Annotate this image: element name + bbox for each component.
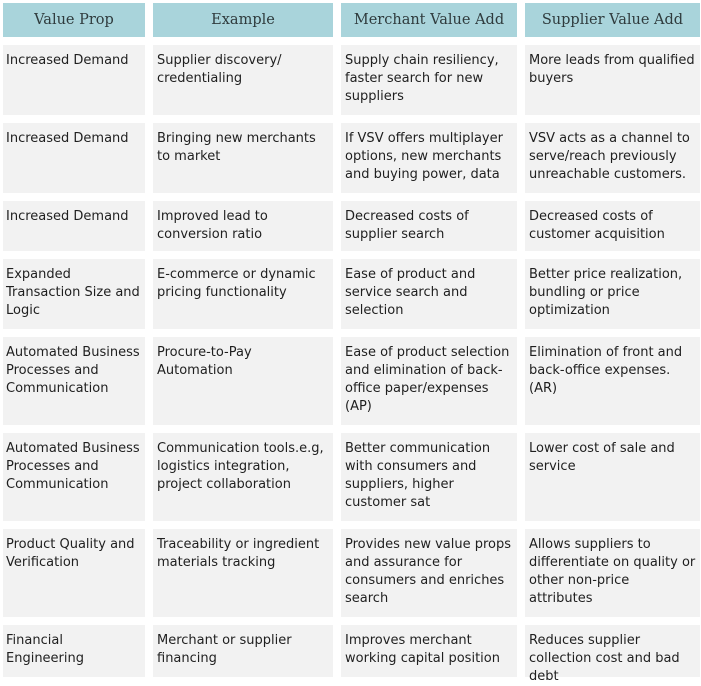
value-prop-table (3, 3, 700, 684)
table-cell: E-commerce or dynamic pricing functionality (153, 259, 333, 329)
table-cell: Improves merchant working capital position (341, 625, 517, 677)
table-cell: Supply chain resiliency, faster search for new suppliers (341, 45, 517, 115)
table-cell: VSV acts as a channel to serve/reach previously unreachable customers. (525, 123, 700, 193)
table-cell: Lower cost of sale and service (525, 433, 700, 521)
table-cell: Supplier discovery/ credentialing (153, 45, 333, 115)
table-cell: Increased Demand (3, 123, 145, 193)
table-cell: Provides new value props and assurance for consumers and enriches search (341, 529, 517, 617)
table-cell: Financial Engineering (3, 625, 145, 677)
table-cell: Elimination of front and back-office expenses. (AR) (525, 337, 700, 425)
table-cell: More leads from qualified buyers (525, 45, 700, 115)
table-cell: Procure-to-Pay Automation (153, 337, 333, 425)
table-cell: Decreased costs of supplier search (341, 201, 517, 251)
table-cell: Increased Demand (3, 201, 145, 251)
table-cell: Bringing new merchants to market (153, 123, 333, 193)
table-cell: Increased Demand (3, 45, 145, 115)
table-cell: Automated Business Processes and Communication (3, 337, 145, 425)
header-supplier-value-add: Supplier Value Add (525, 3, 700, 37)
table-cell: Reduces supplier collection cost and bad debt (525, 625, 700, 677)
table-cell: Merchant or supplier financing (153, 625, 333, 677)
table-cell: Better communication with consumers and suppliers, higher customer sat (341, 433, 517, 521)
header-merchant-value-add: Merchant Value Add (341, 3, 517, 37)
header-value-prop: Value Prop (3, 3, 145, 37)
table-cell: Ease of product and service search and selection (341, 259, 517, 329)
table-cell: Product Quality and Verification (3, 529, 145, 617)
table-cell: Traceability or ingredient materials tracking (153, 529, 333, 617)
table-cell: Better price realization, bundling or price optimization (525, 259, 700, 329)
table-cell: Improved lead to conversion ratio (153, 201, 333, 251)
table-cell: If VSV offers multiplayer options, new merchants and buying power, data (341, 123, 517, 193)
table-cell: Expanded Transaction Size and Logic (3, 259, 145, 329)
table-cell: Ease of product selection and elimination of back-office paper/expenses (AP) (341, 337, 517, 425)
header-example: Example (153, 3, 333, 37)
table-cell: Automated Business Processes and Communication (3, 433, 145, 521)
table-cell: Communication tools.e.g, logistics integration, project collaboration (153, 433, 333, 521)
table-cell: Decreased costs of customer acquisition (525, 201, 700, 251)
table-cell: Allows suppliers to differentiate on quality or other non-price attributes (525, 529, 700, 617)
